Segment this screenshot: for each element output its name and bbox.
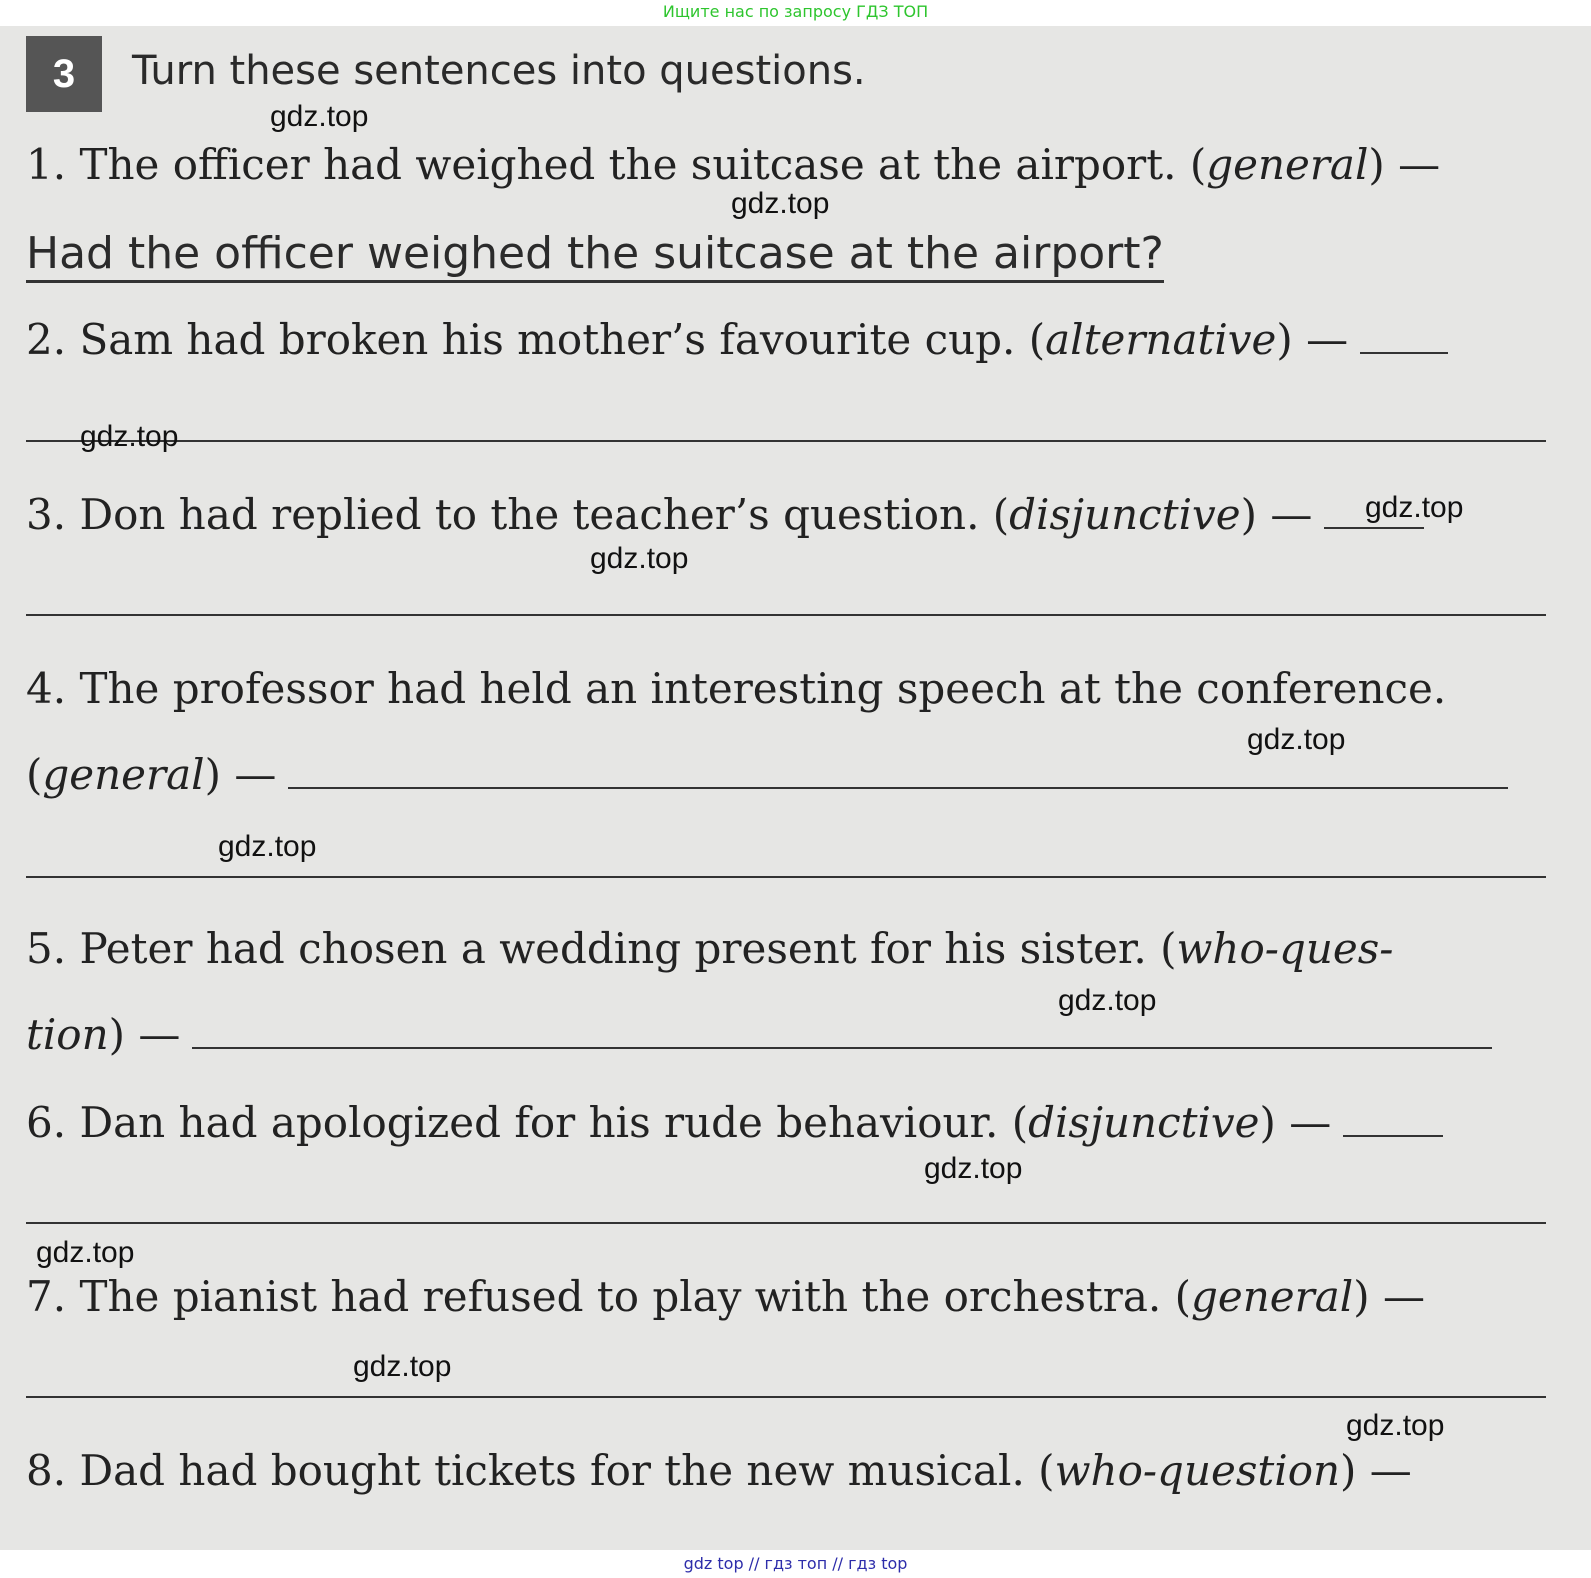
sentence-2: 2. Sam had broken his mother’s favourite cup. (alternative) — xyxy=(26,315,1546,365)
answer-blank[interactable] xyxy=(192,1017,1492,1049)
watermark: gdz.top xyxy=(731,187,830,220)
watermark: gdz.top xyxy=(590,542,689,575)
exercise-number-badge: 3 xyxy=(26,36,102,112)
answer-line-2[interactable] xyxy=(26,440,1546,442)
answer-line-4[interactable] xyxy=(26,876,1546,878)
footer-links[interactable]: gdz top // гдз топ // гдз top xyxy=(683,1554,908,1573)
watermark: gdz.top xyxy=(1247,723,1346,756)
watermark: gdz.top xyxy=(1058,984,1157,1017)
sentence-5: 5. Peter had chosen a wedding present for his sister. (who-ques- xyxy=(26,924,1394,973)
sentence-1: 1. The officer had weighed the suitcase at the airport. (general) — xyxy=(26,140,1441,189)
answer-1-handwritten: Had the officer weighed the suitcase at the airport? xyxy=(26,228,1164,283)
sentence-4: 4. The professor had held an interesting speech at the conference. xyxy=(26,664,1447,713)
watermark: gdz.top xyxy=(924,1152,1023,1185)
answer-line-6[interactable] xyxy=(26,1222,1546,1224)
watermark: gdz.top xyxy=(218,830,317,863)
answer-blank[interactable] xyxy=(1360,322,1448,354)
sentence-6: 6. Dan had apologized for his rude behaviour. (disjunctive) — xyxy=(26,1098,1546,1148)
answer-line-3[interactable] xyxy=(26,614,1546,616)
exercise-instruction: Turn these sentences into questions. xyxy=(132,48,866,94)
watermark: gdz.top xyxy=(1346,1409,1445,1442)
answer-blank[interactable] xyxy=(1343,1105,1443,1137)
watermark: gdz.top xyxy=(80,420,179,453)
top-banner[interactable]: Ищите нас по запросу ГДЗ ТОП xyxy=(662,2,929,21)
watermark: gdz.top xyxy=(270,100,369,133)
textbook-page xyxy=(0,26,1591,1550)
sentence-3: 3. Don had replied to the teacher’s question. (disjunctive) — xyxy=(26,490,1546,540)
watermark: gdz.top xyxy=(36,1236,135,1269)
watermark: gdz.top xyxy=(353,1350,452,1383)
sentence-4-continued: (general) — xyxy=(26,750,1546,800)
answer-blank[interactable] xyxy=(288,757,1508,789)
answer-line-7[interactable] xyxy=(26,1396,1546,1398)
sentence-8: 8. Dad had bought tickets for the new musical. (who-question) — xyxy=(26,1446,1412,1495)
sentence-7: 7. The pianist had refused to play with the orchestra. (general) — xyxy=(26,1272,1425,1321)
sentence-5-continued: tion) — xyxy=(26,1010,1546,1060)
watermark: gdz.top xyxy=(1365,491,1464,524)
